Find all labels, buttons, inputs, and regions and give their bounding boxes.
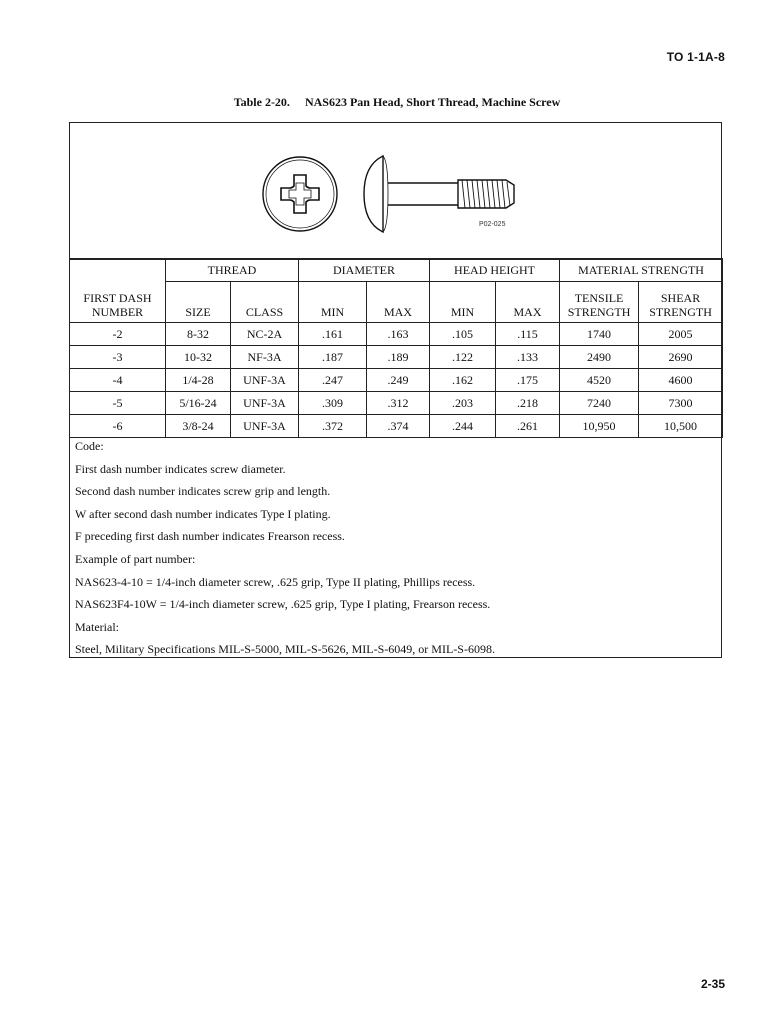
table-row: [70, 346, 723, 369]
note-line: Steel, Military Specifications MIL-S-5000, MIL-S-5626, MIL-S-6049, or MIL-S-6098.: [75, 642, 495, 657]
cell-tensile-strength: 10,950: [560, 415, 639, 438]
cell-first-dash: -2: [70, 323, 166, 346]
shear-line1: SHEAR: [660, 291, 701, 305]
note-line: Example of part number:: [75, 551, 196, 566]
cell-head-height-max: .115: [496, 323, 560, 346]
table-row: [70, 369, 723, 392]
diameter-min-header: MIN: [299, 282, 367, 323]
first-dash-number-header: [70, 282, 166, 323]
cell-diameter-min: .247: [299, 369, 367, 392]
page-number: 2-35: [700, 977, 725, 991]
cell-diameter-max: .312: [367, 392, 430, 415]
cell-diameter-max: .249: [367, 369, 430, 392]
cell-size: 3/8-24: [166, 415, 231, 438]
note-line: Material:: [75, 619, 119, 634]
cell-tensile-strength: 7240: [560, 392, 639, 415]
note-line: NAS623-4-10 = 1/4-inch diameter screw, .625 grip, Type II plating, Phillips recess.: [75, 574, 476, 589]
cell-tensile-strength: 1740: [560, 323, 639, 346]
head-height-max-header: MAX: [496, 282, 560, 323]
cell-size: 5/16-24: [166, 392, 231, 415]
cell-shear-strength: 2690: [639, 346, 723, 369]
tensile-strength-header: [560, 282, 639, 323]
cell-class: UNF-3A: [231, 415, 299, 438]
table-title: [0, 95, 768, 110]
cell-shear-strength: 4600: [639, 369, 723, 392]
cell-diameter-min: .161: [299, 323, 367, 346]
cell-head-height-max: .261: [496, 415, 560, 438]
shear-strength-header: [639, 282, 723, 323]
cell-diameter-min: .309: [299, 392, 367, 415]
first-dash-line2: NUMBER: [91, 305, 144, 319]
cell-diameter-max: .189: [367, 346, 430, 369]
cell-diameter-max: .163: [367, 323, 430, 346]
table-row: [70, 323, 723, 346]
diameter-max-header: MAX: [367, 282, 430, 323]
first-dash-header-top: [70, 259, 166, 282]
tensile-line2: STRENGTH: [567, 305, 631, 319]
table-row: [70, 392, 723, 415]
notes-section: [70, 435, 721, 661]
tensile-line1: TENSILE: [574, 291, 624, 305]
cell-diameter-min: .372: [299, 415, 367, 438]
shear-line2: STRENGTH: [649, 305, 712, 319]
document-id: TO 1-1A-8: [666, 50, 725, 64]
cell-size: 1/4-28: [166, 369, 231, 392]
cell-first-dash: -4: [70, 369, 166, 392]
first-dash-line1: FIRST DASH: [83, 291, 152, 305]
cell-head-height-min: .122: [430, 346, 496, 369]
screw-figure: [70, 123, 721, 260]
figure-code: P02-025: [479, 221, 506, 228]
note-line: Code:: [75, 439, 104, 453]
cell-tensile-strength: 4520: [560, 369, 639, 392]
note-line: W after second dash number indicates Type I plating.: [75, 506, 331, 521]
thread-header: THREAD: [166, 259, 299, 282]
table-number: Table 2-20.: [233, 95, 290, 109]
table-frame: [69, 122, 722, 658]
cell-head-height-min: .203: [430, 392, 496, 415]
cell-head-height-max: .133: [496, 346, 560, 369]
cell-first-dash: -6: [70, 415, 166, 438]
note-line: Second dash number indicates screw grip and length.: [75, 484, 331, 499]
cell-diameter-min: .187: [299, 346, 367, 369]
cell-first-dash: -3: [70, 346, 166, 369]
screw-head-top-view-icon: [263, 157, 337, 231]
cell-head-height-min: .105: [430, 323, 496, 346]
cell-tensile-strength: 2490: [560, 346, 639, 369]
table-sub-header-row: [70, 282, 723, 323]
cell-first-dash: -5: [70, 392, 166, 415]
cell-diameter-max: .374: [367, 415, 430, 438]
cell-shear-strength: 7300: [639, 392, 723, 415]
cell-shear-strength: 2005: [639, 323, 723, 346]
screw-illustration: [70, 123, 721, 258]
cell-head-height-min: .162: [430, 369, 496, 392]
head-height-min-header: MIN: [430, 282, 496, 323]
cell-class: UNF-3A: [231, 369, 299, 392]
class-header: CLASS: [231, 282, 299, 323]
cell-shear-strength: 10,500: [639, 415, 723, 438]
note-line: F preceding first dash number indicates Frearson recess.: [75, 529, 345, 544]
head-height-header: HEAD HEIGHT: [430, 259, 560, 282]
spec-table: [69, 258, 723, 438]
cell-class: UNF-3A: [231, 392, 299, 415]
note-line: First dash number indicates screw diameter.: [75, 461, 286, 476]
table-title-text: NAS623 Pan Head, Short Thread, Machine Screw: [304, 95, 561, 109]
cell-size: 10-32: [166, 346, 231, 369]
note-line: NAS623F4-10W = 1/4-inch diameter screw, .625 grip, Type I plating, Frearson recess.: [75, 597, 491, 612]
material-strength-header: MATERIAL STRENGTH: [560, 259, 723, 282]
cell-class: NF-3A: [231, 346, 299, 369]
cell-head-height-min: .244: [430, 415, 496, 438]
cell-class: NC-2A: [231, 323, 299, 346]
size-header: SIZE: [166, 282, 231, 323]
table-group-header-row: [70, 259, 723, 282]
cell-size: 8-32: [166, 323, 231, 346]
diameter-header: DIAMETER: [299, 259, 430, 282]
cell-head-height-max: .175: [496, 369, 560, 392]
cell-head-height-max: .218: [496, 392, 560, 415]
